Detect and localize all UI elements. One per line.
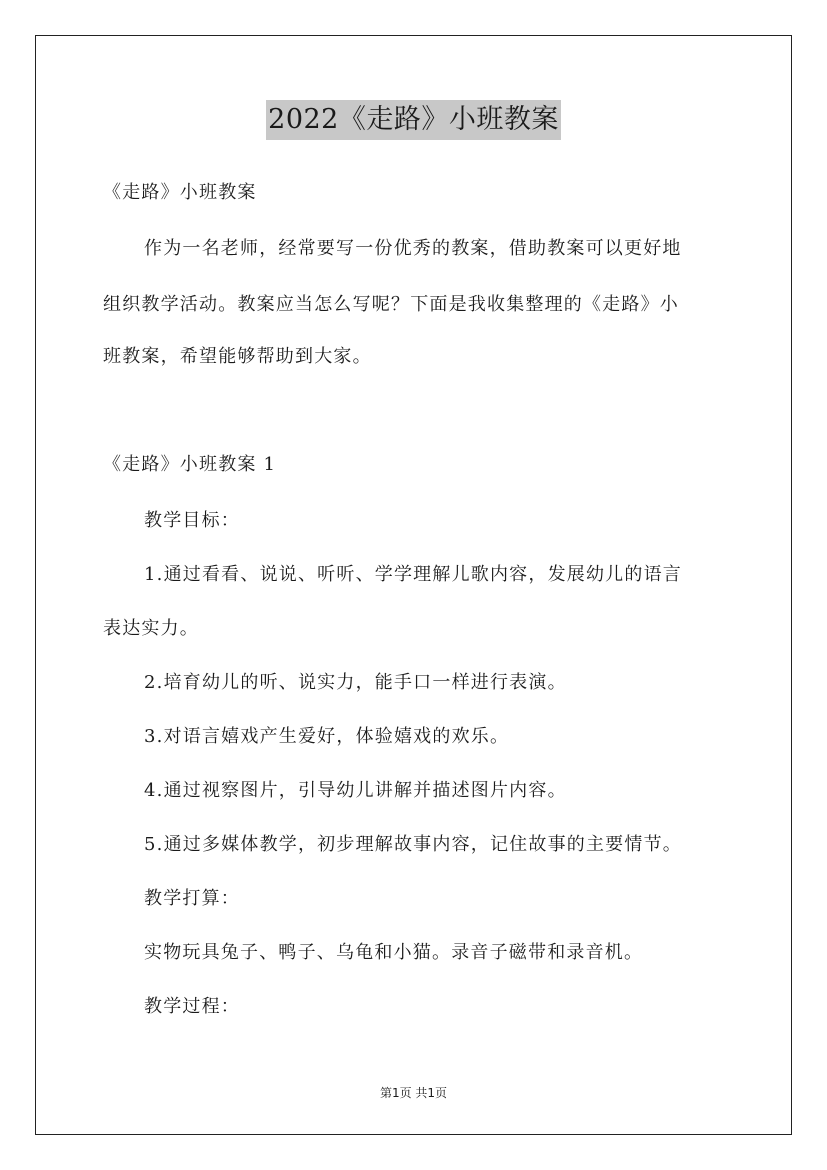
intro-heading: 《走路》小班教案 bbox=[103, 182, 257, 203]
goal-1-continued: 表达实力。 bbox=[103, 618, 199, 639]
page-footer: 第1页 共1页 bbox=[379, 1086, 448, 1100]
goal-2: 2.培育幼儿的听、说实力，能手口一样进行表演。 bbox=[144, 672, 567, 693]
intro-line-3: 班教案，希望能够帮助到大家。 bbox=[103, 346, 372, 367]
prep-label: 教学打算： bbox=[144, 888, 240, 909]
intro-line-2: 组织教学活动。教案应当怎么写呢？下面是我收集整理的《走路》小 bbox=[103, 294, 679, 315]
intro-line-1: 作为一名老师，经常要写一份优秀的教案，借助教案可以更好地 bbox=[144, 238, 682, 259]
goal-3: 3.对语言嬉戏产生爱好，体验嬉戏的欢乐。 bbox=[144, 726, 510, 747]
title-container bbox=[0, 100, 827, 140]
process-label: 教学过程： bbox=[144, 996, 240, 1017]
goal-1: 1.通过看看、说说、听听、学学理解儿歌内容，发展幼儿的语言 bbox=[144, 564, 682, 585]
prep-text: 实物玩具兔子、鸭子、乌龟和小猫。录音子磁带和录音机。 bbox=[144, 942, 644, 963]
goal-4: 4.通过视察图片，引导幼儿讲解并描述图片内容。 bbox=[144, 780, 567, 801]
goal-5: 5.通过多媒体教学，初步理解故事内容，记住故事的主要情节。 bbox=[144, 834, 682, 855]
document-title: 2022《走路》小班教案 bbox=[266, 100, 561, 140]
goals-label: 教学目标： bbox=[144, 510, 240, 531]
section-heading: 《走路》小班教案 1 bbox=[103, 454, 277, 475]
